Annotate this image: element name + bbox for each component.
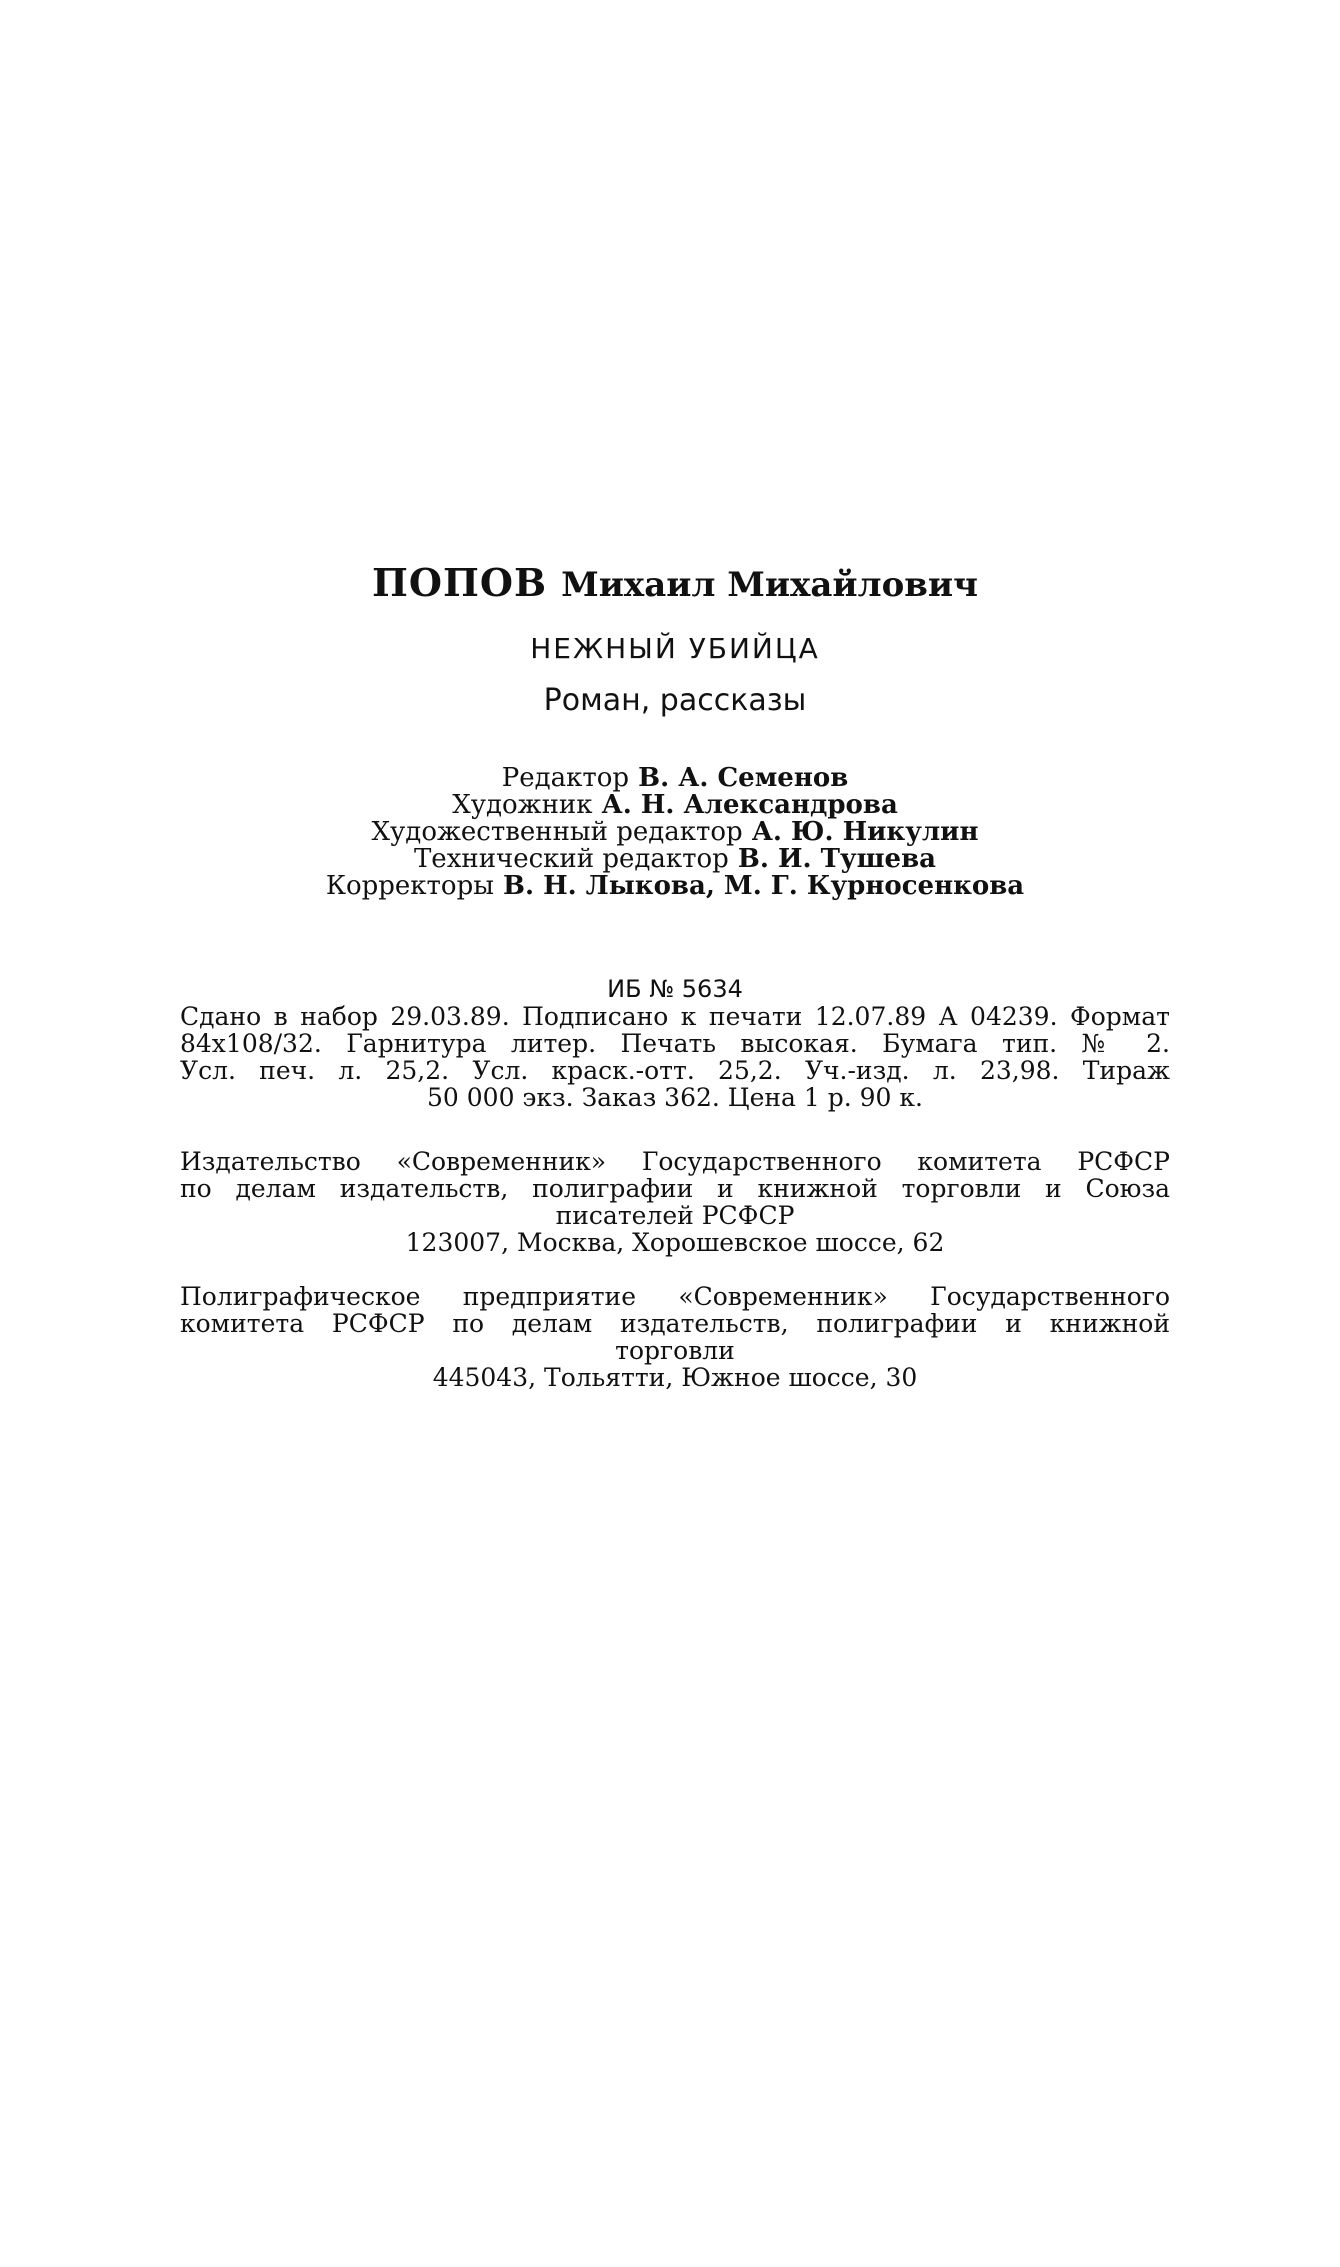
imprint-line: 50 000 экз. Заказ 362. Цена 1 р. 90 к. [427, 1083, 923, 1112]
credit-person: В. А. Семенов [638, 763, 849, 793]
credit-role: Редактор [501, 763, 630, 793]
book-subtitle: Роман, рассказы [543, 683, 807, 718]
credit-person: А. Н. Александрова [601, 790, 898, 820]
printer-line: комитета РСФСР по делам издательств, полиграфии и книжной [180, 1309, 1170, 1338]
imprint-line: Усл. печ. л. 25,2. Усл. краск.-отт. 25,2. Уч.-изд. л. 23,98. Тираж [180, 1056, 1170, 1085]
credits-list [180, 765, 1170, 900]
author-name [180, 560, 1170, 605]
publisher-line: Издательство «Современник» Государственного комитета РСФСР [180, 1147, 1170, 1176]
author-given-names: Михаил Михайлович [561, 565, 979, 605]
credit-person: В. И. Тушева [737, 844, 937, 874]
credit-role: Технический редактор [413, 844, 729, 874]
imprint-block [180, 1003, 1170, 1111]
imprint-line: Сдано в набор 29.03.89. Подписано к печати 12.07.89 А 04239. Формат [180, 1002, 1170, 1031]
credit-line [180, 873, 1170, 900]
publisher-address: 123007, Москва, Хорошевское шоссе, 62 [405, 1228, 945, 1257]
credit-role: Художественный редактор [371, 817, 743, 847]
publisher-line: писателей РСФСР [555, 1201, 795, 1230]
credit-line [180, 765, 1170, 792]
author-surname: ПОПОВ [371, 560, 548, 605]
credit-role: Художник [452, 790, 593, 820]
publisher-block [180, 1148, 1170, 1256]
printer-block [180, 1283, 1170, 1391]
credit-role: Корректоры [325, 871, 494, 901]
credit-line [180, 792, 1170, 819]
credit-person: В. Н. Лыкова, М. Г. Курносенкова [502, 871, 1025, 901]
publisher-line: по делам издательств, полиграфии и книжной торговли и Союза [180, 1174, 1170, 1203]
printer-line: Полиграфическое предприятие «Современник» Государственного [180, 1282, 1170, 1311]
credit-line [180, 819, 1170, 846]
credit-line [180, 846, 1170, 873]
book-title: НЕЖНЫЙ УБИЙЦА [530, 632, 820, 665]
printer-address: 445043, Тольятти, Южное шоссе, 30 [432, 1363, 918, 1392]
credit-person: А. Ю. Никулин [751, 817, 979, 847]
ib-number: ИБ № 5634 [607, 975, 743, 1003]
printer-line: торговли [615, 1336, 735, 1365]
imprint-line: 84x108/32. Гарнитура литер. Печать высокая. Бумага тип. № 2. [180, 1029, 1170, 1058]
